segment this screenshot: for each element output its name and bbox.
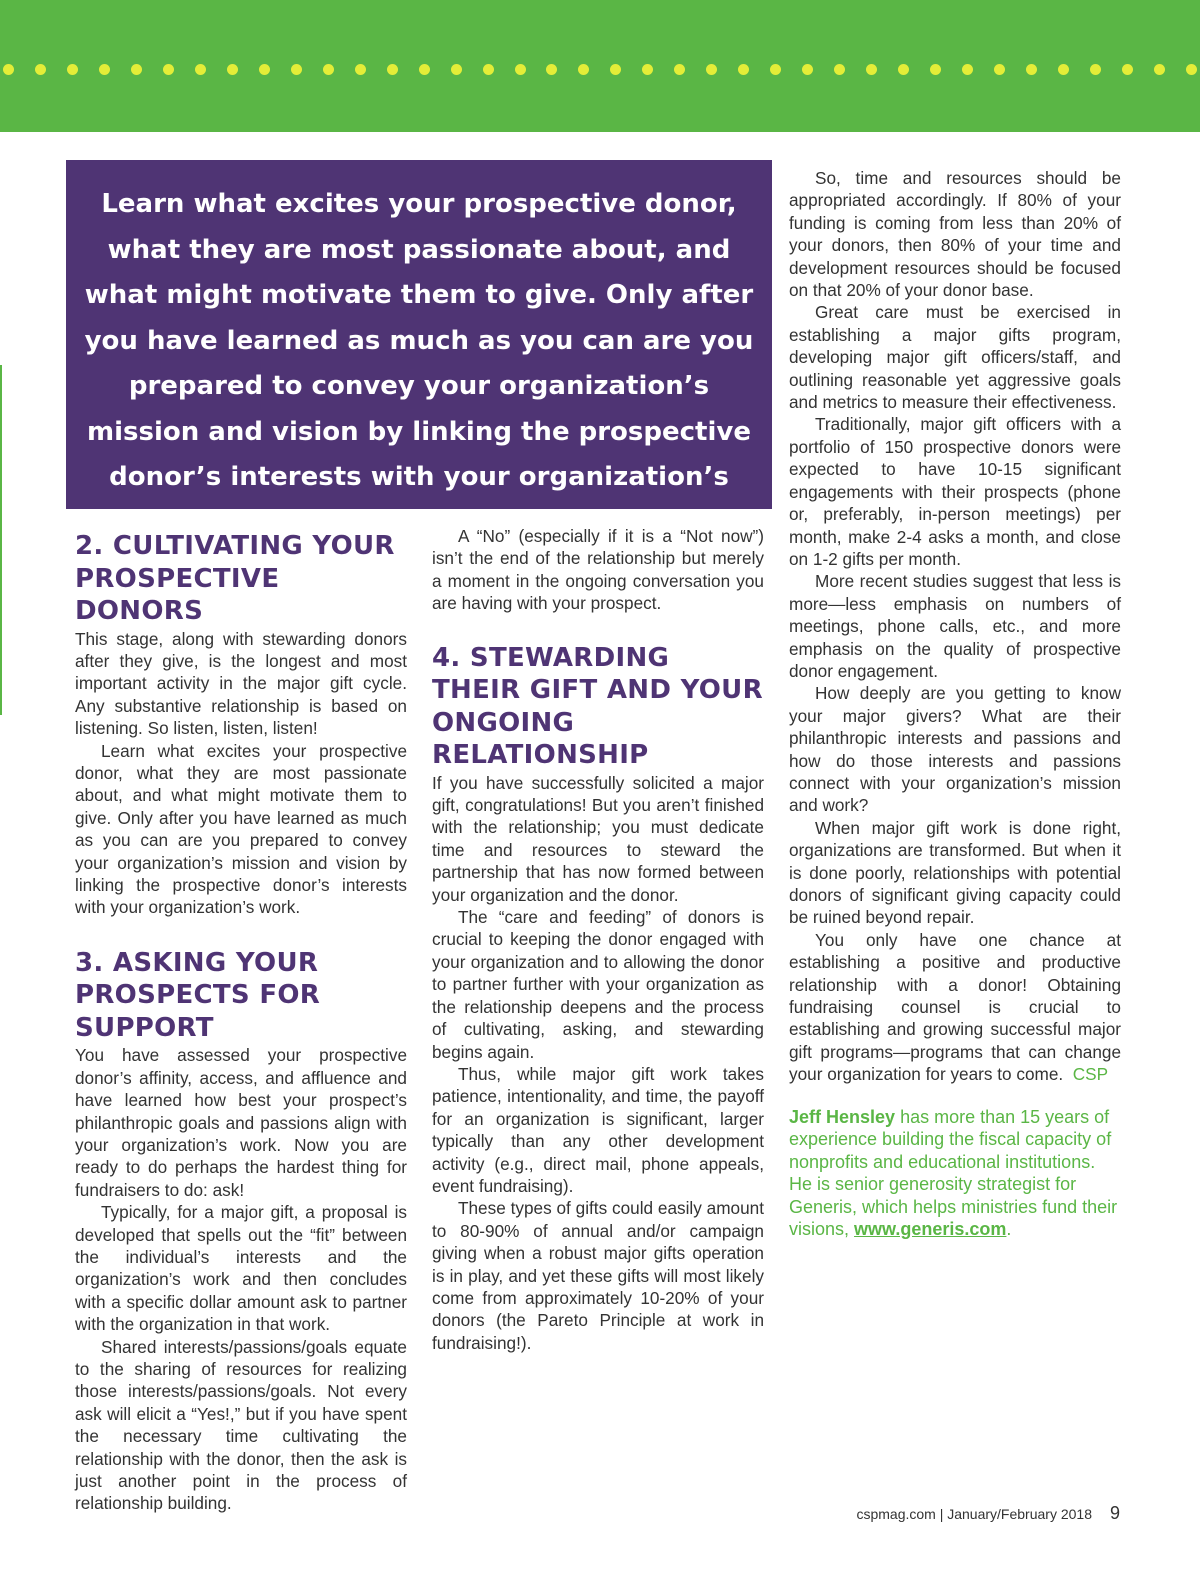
section-4-heading: 4. STEWARDING THEIR GIFT AND YOUR ONGOING RELATIONSHIP	[432, 642, 763, 771]
decorative-dot	[1090, 64, 1101, 75]
decorative-dot	[419, 64, 430, 75]
decorative-dot	[227, 64, 238, 75]
decorative-dot	[994, 64, 1005, 75]
decorative-dot	[451, 64, 462, 75]
bio-end: .	[1006, 1219, 1012, 1240]
closing-paragraph-text: You only have one chance at establishing a positive and productive relationship with a donor! Obtaining fundraising counsel is crucial to establishing and growing successful major gift programs—programs that can change your organization for years to come.	[789, 929, 1121, 1085]
end-mark: CSP	[1072, 1064, 1109, 1085]
article-column-3	[789, 167, 1121, 1241]
decorative-dot	[802, 64, 813, 75]
decorative-dot	[706, 64, 717, 75]
article-column-1	[75, 530, 407, 1515]
decorative-dot	[866, 64, 877, 75]
page-footer	[700, 1502, 1120, 1525]
decorative-dot	[323, 64, 334, 75]
section-3-paragraph: A “No” (especially if it is a “Not now”) isn’t the end of the relationship but merely a moment in the ongoing conversation you are having with your prospect.	[432, 526, 764, 614]
decorative-dot	[99, 64, 110, 75]
pull-quote-box	[66, 160, 772, 538]
decorative-dot	[3, 64, 14, 75]
decorative-dot	[67, 64, 78, 75]
decorative-dot	[1186, 64, 1197, 75]
section-2-heading: 2. CULTIVATING YOUR PROSPECTIVE DONORS	[75, 531, 395, 626]
dot-row	[0, 64, 1200, 76]
decorative-dot	[483, 64, 494, 75]
section-4-paragraph: Thus, while major gift work takes patience, intentionality, and time, the payoff for an organization is significant, larger typically than any other development activity (e.g., direct mail, phone appeals, event fundraising).	[432, 1063, 764, 1196]
decorative-dot	[1026, 64, 1037, 75]
author-bio	[789, 1106, 1121, 1241]
decorative-dot	[674, 64, 685, 75]
decorative-dot	[610, 64, 621, 75]
generis-link[interactable]: www.generis.com	[854, 1219, 1007, 1240]
decorative-dot	[546, 64, 557, 75]
section-4-paragraph: Traditionally, major gift officers with a portfolio of 150 prospective donors were expected to have 10-15 significant engagements with their prospects (phone or, preferably, in-person meetings) per month, make 2-4 asks a month, and close on 1-2 gifts per month.	[789, 414, 1121, 569]
decorative-dot	[770, 64, 781, 75]
section-3-paragraph: You have assessed your prospective donor’s affinity, access, and affluence and have learned how best your prospect’s philanthropic goals and passions align with your organization’s work. Now you are ready to do perhaps the hardest thing for fundraisers to do: ask!	[75, 1045, 407, 1200]
decorative-dot	[930, 64, 941, 75]
decorative-dot	[515, 64, 526, 75]
decorative-dot	[738, 64, 749, 75]
section-2-paragraph: This stage, along with stewarding donors after they give, is the longest and most important activity in the major gift cycle. Any substantive relationship is based on listening. So listen, listen, listen!	[75, 628, 407, 739]
section-4-paragraph: When major gift work is done right, organizations are transformed. But when it is done poorly, relationships with potential donors of significant giving capacity could be ruined beyond repair.	[789, 817, 1121, 928]
decorative-dot	[834, 64, 845, 75]
decorative-dot	[163, 64, 174, 75]
decorative-dot	[131, 64, 142, 75]
decorative-dot	[291, 64, 302, 75]
pull-quote-text: Learn what excites your prospective donor, what they are most passionate about, and what might motivate them to give. Only after you have learned as much as you can are you prepared to convey your organization’s mission and vision by linking the prospective donor’s interests with your organization’s work.	[84, 189, 754, 538]
decorative-dot	[195, 64, 206, 75]
section-3-paragraph: Typically, for a major gift, a proposal is developed that spells out the “fit” between the individual’s interests and the organization’s work and then concludes with a specific dollar amount ask to partner with the organization in that work.	[75, 1202, 407, 1335]
section-4-paragraph: How deeply are you getting to know your major givers? What are their philanthropic interests and passions and how do those interests and passions connect with your organization’s mission and work?	[789, 683, 1121, 816]
section-3-heading: 3. ASKING YOUR PROSPECTS FOR SUPPORT	[75, 947, 321, 1043]
section-4-paragraph: So, time and resources should be appropriated accordingly. If 80% of your funding is coming from less than 20% of your donors, then 80% of your time and development resources should be focused on that 20% of your donor base.	[789, 168, 1121, 301]
section-4-paragraph	[789, 929, 1121, 1086]
decorative-dot	[1154, 64, 1165, 75]
section-4-paragraph: More recent studies suggest that less is more—less emphasis on numbers of meetings, phone calls, etc., and more emphasis on the quality of prospective donor engagement.	[789, 571, 1121, 681]
section-3-paragraph: Shared interests/passions/goals equate to the sharing of resources for realizing those interests/passions/goals. Not every ask will elicit a “Yes!,” but if you have spent the necessary time cultivating the relationship with the donor, then the ask is just another point in the process of relationship building.	[75, 1336, 407, 1514]
section-4-paragraph: If you have successfully solicited a major gift, congratulations! But you aren’t finished with the relationship; you must dedicate time and resources to steward the partnership that has now formed between your organization and the donor.	[432, 772, 764, 905]
decorative-dot	[355, 64, 366, 75]
decorative-dot	[642, 64, 653, 75]
author-bio-text: has more than 15 years of experience building the fiscal capacity of nonprofits and educational institutions. He is senior generosity strategist for Generis, which helps ministries fund their visions,	[789, 1106, 1118, 1240]
section-4-paragraph: These types of gifts could easily amount to 80-90% of annual and/or campaign giving when a robust major gifts operation is in play, and yet these gifts will most likely come from approximately 10-20% of your donors (the Pareto Principle at work in fundraising!).	[432, 1198, 764, 1353]
decorative-dot	[578, 64, 589, 75]
section-2-paragraph: Learn what excites your prospective donor, what they are most passionate about, and what might motivate them to give. Only after you have learned as much as you can are you prepared to convey your organization’s mission and vision by linking the prospective donor’s interests with your organization’s work.	[75, 740, 407, 918]
section-4-paragraph: The “care and feeding” of donors is crucial to keeping the donor engaged with your organization and to allowing the donor to partner further with your organization as the relationship deepens and the process of cultivating, asking, and stewarding begins again.	[432, 907, 764, 1062]
author-name: Jeff Hensley	[789, 1106, 896, 1127]
decorative-dot	[35, 64, 46, 75]
article-column-2	[432, 525, 764, 1354]
section-4-paragraph: Great care must be exercised in establishing a major gifts program, developing major gift officers/staff, and outlining reasonable yet aggressive goals and metrics to measure their effectiveness.	[789, 302, 1121, 413]
decorative-dot	[962, 64, 973, 75]
decorative-dot	[1122, 64, 1133, 75]
decorative-dot	[898, 64, 909, 75]
decorative-dot	[1058, 64, 1069, 75]
page-number: 9	[1109, 1503, 1120, 1523]
decorative-dot	[387, 64, 398, 75]
decorative-dot	[259, 64, 270, 75]
header-color-band	[0, 0, 1200, 132]
left-edge-accent	[0, 365, 2, 715]
footer-publication: cspmag.com | January/February 2018	[856, 1506, 1092, 1522]
